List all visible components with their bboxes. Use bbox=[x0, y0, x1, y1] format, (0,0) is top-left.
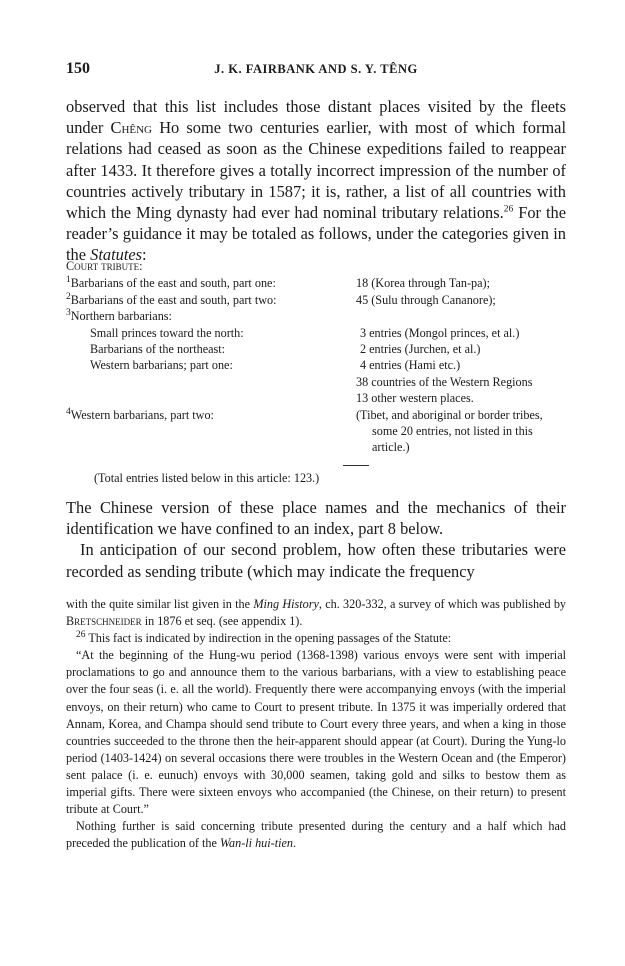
table-row bbox=[66, 325, 566, 341]
footnote-ref: 26 bbox=[503, 204, 514, 215]
table-row bbox=[66, 357, 566, 373]
row-value: 38 countries of the Western Regions bbox=[356, 374, 533, 389]
table-row bbox=[66, 374, 566, 390]
text-run: , ch. 320-332, a survey of which was published by bbox=[318, 597, 567, 611]
footnote-26 bbox=[66, 630, 566, 647]
footnote-marker: 26 bbox=[76, 630, 86, 641]
row-label: Barbarians of the northeast: bbox=[90, 342, 226, 357]
row-marker: 4 bbox=[66, 406, 71, 417]
row-value bbox=[356, 308, 566, 324]
row-value: 2 entries (Jurchen, et al.) bbox=[360, 342, 481, 357]
text-run: Nothing further is said concerning tribute presented during the century and a half which had preceded the publication of the bbox=[66, 819, 566, 851]
paragraph-2: The Chinese version of these place names and the mechanics of their identification we have confined to an index, part 8 below. bbox=[66, 498, 566, 539]
table-row bbox=[66, 308, 566, 324]
table-row bbox=[66, 292, 566, 308]
row-marker: 2 bbox=[66, 291, 71, 302]
text-run: This fact is indicated by indirection in the opening passages of the Statute: bbox=[85, 631, 452, 646]
tribute-table bbox=[66, 258, 566, 456]
paragraph-1 bbox=[66, 96, 566, 266]
footnotes bbox=[66, 596, 566, 852]
row-label: Barbarians of the east and south, part one: bbox=[70, 276, 276, 291]
row-value: (Tibet, and aboriginal or border tribes, some 20 entries, not listed in this article.) bbox=[356, 407, 543, 455]
running-head: J. K. FAIRBANK AND S. Y. TÊNG bbox=[214, 62, 418, 76]
row-value: 45 (Sulu through Cananore); bbox=[356, 292, 496, 307]
row-label: Western barbarians, part two: bbox=[70, 407, 214, 422]
page-number: 150 bbox=[66, 60, 90, 77]
body-paragraph bbox=[66, 96, 566, 266]
page-header bbox=[66, 60, 566, 82]
text-run: . bbox=[293, 836, 297, 851]
footnote-quote: “At the beginning of the Hung-wu period (1368-1398) various envoys were sent with imperial proclamations to go and announce them to the various barbarians, with a view to establishing peace over the four seas (i. e. all the world). Frequently there were accompanying envoys (with the imperial envoys, on their return) who came to Court to present tribute. In 1375 it was imperially ordered that Annam, Korea, and Champa should send tribute to Court every three years, and when a king in those countries succeeded to the throne then the heir-apparent should appear (at Court). During the Yung-lo period (1403-1424) on several occasions there were troubles in the Western Ocean and (the Emperor) sent palace (i. e. eunuch) envoys with 30,000 seamen, taking gold and silks to bestow them as imperial gifts. There were sixteen envoys who accompanied (the Chinese, on their return) to present tribute at Court.” bbox=[66, 648, 566, 817]
total-rule bbox=[343, 465, 369, 466]
paragraph-3: In anticipation of our second problem, how often these tributaries were recorded as sending tribute (which may indicate the frequency bbox=[66, 540, 566, 581]
table-row bbox=[66, 275, 566, 291]
text-run: in 1876 et seq. (see appendix 1). bbox=[141, 614, 303, 629]
row-value: 13 other western places. bbox=[356, 391, 474, 406]
footnote-continuation bbox=[66, 596, 566, 630]
table-row bbox=[66, 390, 566, 406]
author-name: Bretschneider bbox=[66, 614, 142, 629]
row-value: 18 (Korea through Tan-pa); bbox=[356, 276, 490, 291]
person-name: Chêng bbox=[110, 118, 152, 138]
table-title: Court tribute: bbox=[66, 259, 143, 273]
row-marker: 3 bbox=[66, 308, 71, 319]
text-run: For the reader’s guidance it may be totaled as follows, under the categories given in the bbox=[66, 203, 566, 265]
text-run: with the quite similar list given in the bbox=[66, 597, 254, 611]
row-label: Small princes toward the north: bbox=[90, 325, 244, 340]
text-run: : bbox=[142, 245, 147, 265]
total-line: (Total entries listed below in this article: 123.) bbox=[94, 471, 320, 485]
table-row bbox=[66, 407, 566, 456]
text-run: Ho some two centuries earlier, with most of which formal relations had ceased as soon as the Chinese expeditions failed to reappear after 1433. It therefore gives a totally incorrect impression of the number of countries actively tributary in 1587; it is, rather, a list of all countries with which the Ming dynasty had ever had nominal tributary relations. bbox=[66, 118, 566, 223]
table-row bbox=[66, 341, 566, 357]
row-marker: 1 bbox=[66, 275, 71, 286]
row-label: Northern barbarians: bbox=[70, 309, 172, 324]
row-value: 4 entries (Hami etc.) bbox=[360, 358, 461, 373]
wan-li-title: Wan-li hui-tien bbox=[219, 836, 293, 851]
row-label: Western barbarians; part one: bbox=[90, 358, 233, 373]
ming-history-title: Ming History bbox=[253, 597, 319, 611]
row-label: Barbarians of the east and south, part two: bbox=[70, 292, 277, 307]
statutes-title: Statutes bbox=[90, 245, 143, 265]
text-run: observed that this list includes those distant places visited by the fleets under bbox=[66, 97, 566, 138]
body-paragraphs-2 bbox=[66, 497, 566, 582]
footnote-closing bbox=[66, 818, 566, 852]
row-value: 3 entries (Mongol princes, et al.) bbox=[360, 325, 520, 340]
